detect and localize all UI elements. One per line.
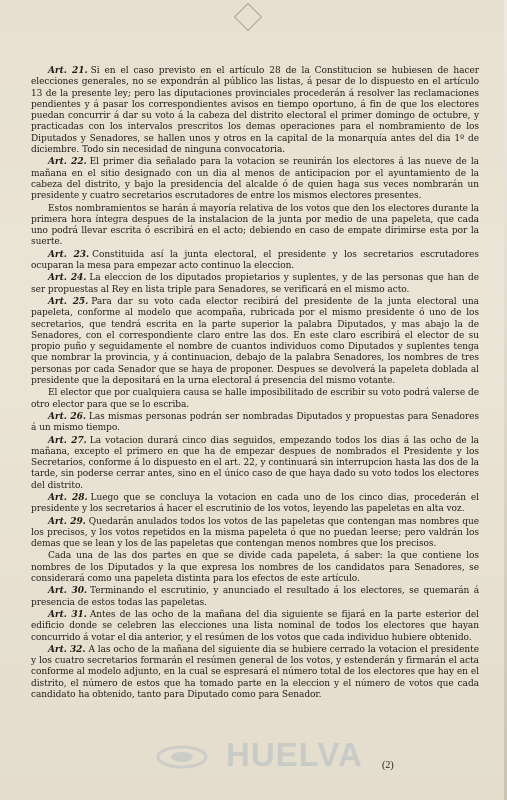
paragraph-art-30 — [31, 586, 479, 609]
article-text: A las ocho de la mañana del siguiente dia se hubiere cerrado la votacion el presidente y los cuatro secretarios formarán el resúmen general de los votos, y estenderán y firmarán el acta conforme al modelo adjunto, en la cual se espresará el número total de los electores que hay en el distrito, el número de estos que ha tomado parte en la eleccion y el número de votos que cada candidato ha obtenido, tanto para Diputado como para Senador. — [31, 644, 479, 701]
article-text: Si en el caso previsto en el artículo 28 de la Constitucion se hubiesen de hacer elecciones generales, no se expondrán al público las listas, á pesar de lo dispuesto en el artículo 13 de la presente ley; pero las diputaciones provinciales procederán á resolver las reclamaciones pendientes y á pasar los correspondientes avisos en tiempo oportuno, á fin de que los electores puedan concurrir á dar su voto á la cabeza del distrito electoral el primer domingo de octubre, y practicadas con los intervalos prescritos los demas operaciones para el nombramiento de los Diputados y Senadores, se hallen unos y otros en la capital de la monarquía antes del dia 1º de diciembre. Todo sin necesidad de ninguna convocatoria. — [31, 66, 480, 156]
article-label: Art. 22. — [48, 157, 87, 168]
article-label: Art. 21. — [48, 66, 88, 76]
paragraph-art-27 — [31, 436, 479, 492]
article-text: Constituida así la junta electoral, el presidente y los secretarios escrutadores ocuparan la mesa para empezar acto continuo la eleccion. — [31, 249, 479, 272]
article-text: Terminando el escrutinio, y anunciado el resultado á los electores, se quemarán á presencia de estos todas las papeletas. — [31, 586, 480, 608]
paragraph-art-23 — [31, 250, 479, 273]
diamond-mark — [234, 3, 262, 31]
paragraph-art-28 — [31, 493, 479, 516]
article-label: Art. 29. — [48, 516, 86, 527]
article-text: Estos nombramientos se harán á mayoría relativa de los votos que den los electores durante la primera hora íntegra despues de la instalacion de la junta por medio de una papeleta, que cada uno podrá llevar escrita ó escribirá en el acto; debiendo en caso de empate dirimirse esta por la suerte. — [31, 203, 479, 248]
article-label: Art. 25. — [48, 296, 89, 307]
paragraph-elector — [31, 388, 479, 411]
library-seal-icon — [155, 744, 209, 770]
article-label: Art. 23. — [48, 249, 90, 260]
paragraph-art-32 — [31, 645, 479, 701]
article-text: Las mismas personas podrán ser nombradas Diputados y propuestas para Senadores á un mismo tiempo. — [31, 411, 480, 434]
document-body — [31, 66, 479, 701]
article-text: La eleccion de los diputados propietarios y suplentes, y de las personas que han de ser propuestas al Rey en lista triple para Senadores, se verificará en el mismo acto. — [31, 273, 480, 295]
article-text: El elector que por cualquiera causa se halle imposibilitado de escribir su voto podrá valerse de otro elector para que se lo escriba. — [31, 388, 479, 410]
article-text: La votacion durará cinco dias seguidos, empezando todos los dias á las ocho de la mañana, excepto el primero en que ha de empezar despues de nombrados el Presidente y los Secretarios, conforme á lo dispuesto en el art. 22, y continuará sin interrupcion hasta las dos de la tarde, sin poderse cerrar antes, sino en el único caso de que haya dado su voto todos los electores del distrito. — [31, 435, 479, 491]
page-number: (2) — [382, 760, 394, 771]
paragraph-art-24 — [31, 273, 479, 296]
article-text: Antes de las ocho de la mañana del dia siguiente se fijará en la parte esterior del edificio donde se celebren las elecciones una lista nominal de todos los electores que hayan concurrido á votar el dia anterior, y el resúmen de los votos que cada individuo hubiere obtenido. — [31, 609, 480, 643]
article-text: Para dar su voto cada elector recibirá del presidente de la junta electoral una papeleta, conforme al modelo que acompaña, rubricada por el mismo presidente ó uno de los secretarios, que tendrá escrita en la parte superior la palabra Diputados, y mas abajo la de Senadores, con el correspondiente claro entre las dos. En este claro escribirá el elector de su propio puño y seguidamente el nombre de cuantos individuos como Diputados y suplentes tenga que nombrar la provincia, y á continuacion, debajo de la palabra Senadores, los nombres de tres personas por cada Senador que se haya de proponer. Despues se devolverá la papeleta doblada al presidente que la depositará en la urna electoral á presencia del mismo votante. — [31, 296, 479, 387]
article-label: Art. 26. — [48, 411, 86, 422]
article-label: Art. 27. — [48, 435, 87, 446]
paragraph-art-31 — [31, 610, 479, 644]
article-label: Art. 24. — [48, 273, 87, 284]
article-label: Art. 32. — [48, 644, 86, 655]
article-text: El primer dia señalado para la votacion se reunirán los electores á las nueve de la mañana en el sitio designado con un dia al menos de anticipacion por el ayuntamiento de la cabeza del distrito, y bajo la presidencia del alcalde ó de quien haga sus veces nombrarán un presidente y cuatro secretarios escrutadores de entre los mismos electores presentes. — [31, 157, 479, 202]
paragraph-nombramientos — [31, 204, 479, 249]
article-label: Art. 30. — [48, 586, 88, 597]
paragraph-art-29 — [31, 517, 479, 551]
paragraph-papeleta — [31, 551, 479, 585]
article-label: Art. 31. — [48, 609, 87, 620]
article-text: Luego que se concluya la votacion en cada uno de los cinco dias, procederán el presidente y los secretarios á hacer el escrutinio de los votos, leyendo las papeletas en alta voz. — [31, 492, 479, 515]
paragraph-art-26 — [31, 412, 479, 435]
article-label: Art. 28. — [48, 492, 88, 503]
paragraph-art-21 — [31, 66, 479, 156]
article-text: Quedarán anulados todos los votos de las papeletas que contengan mas nombres que los precisos, y los votos repetidos en la misma papeleta ó que no puedan leerse; pero valdrán los demas que se lean y los de las papeletas que contengan menos nombres que los precisos. — [31, 516, 480, 550]
paragraph-art-22 — [31, 157, 479, 202]
watermark-text: HUELVA — [226, 736, 363, 773]
paragraph-art-25 — [31, 297, 479, 387]
article-text: Cada una de las dos partes en que se divide cada papeleta, á saber: la que contiene los nombres de los Diputados y la que expresa los nombres de los candidatos para Senadores, se considerará como una papeleta distinta para los efectos de este artículo. — [31, 551, 479, 585]
